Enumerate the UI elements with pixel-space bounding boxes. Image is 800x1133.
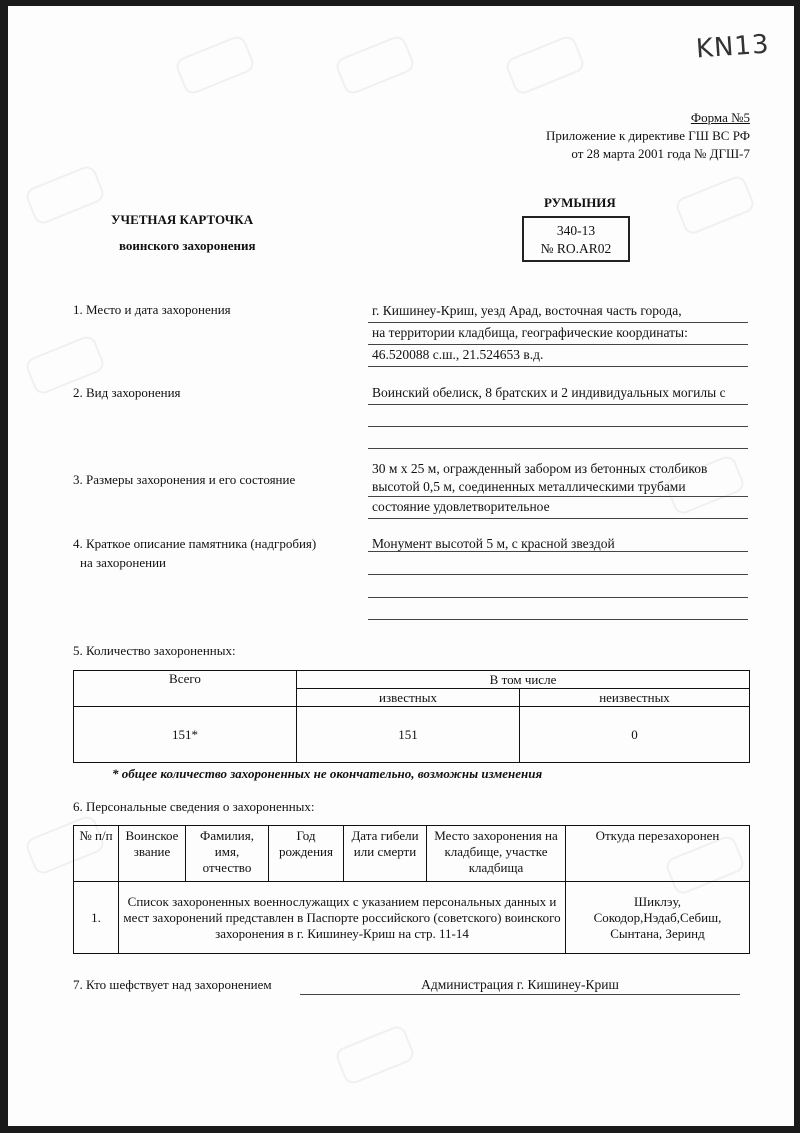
section-4-label: 4. Краткое описание памятника (надгробия) (73, 536, 317, 551)
value-total: 151* (74, 707, 297, 763)
document-page (8, 6, 794, 1126)
col-name: Фамилия, имя, отчество (186, 826, 269, 882)
rule-line (368, 404, 748, 405)
rule-line (368, 496, 748, 497)
section-1-line: на территории кладбища, географические координаты: (372, 325, 688, 340)
registration-code: 340-13 (556, 223, 596, 238)
header-including: В том числе (297, 671, 750, 689)
rule-line (368, 551, 748, 552)
watermark-stamp (334, 34, 417, 97)
value-unknown: 0 (520, 707, 750, 763)
burial-count-table (73, 670, 750, 763)
row-number: 1. (74, 882, 119, 954)
watermark-stamp (24, 164, 107, 227)
watermark-stamp (504, 34, 587, 97)
section-1-label: 1. Место и дата захоронения (73, 302, 231, 317)
rule-line (368, 518, 748, 519)
header-unknown: неизвестных (520, 689, 750, 707)
rule-line (368, 322, 748, 323)
section-6-label: 6. Персональные сведения о захороненных: (73, 799, 315, 814)
col-reburied-from: Откуда перезахоронен (566, 826, 750, 882)
section-5-label: 5. Количество захороненных: (73, 643, 236, 658)
patron-organization: Администрация г. Кишинеу-Криш (421, 977, 619, 992)
registration-box (522, 216, 630, 262)
rule-line (368, 366, 748, 367)
card-subtitle: воинского захоронения (119, 238, 256, 253)
rule-line (368, 448, 748, 449)
col-birth-year: Год рождения (269, 826, 344, 882)
rule-line (368, 426, 748, 427)
section-3-line: 30 м х 25 м, огражденный забором из бетонных столбиков (372, 461, 708, 476)
registration-number: № RO.AR02 (540, 241, 612, 256)
count-footnote: * общее количество захороненных не окончательно, возможны изменения (112, 766, 543, 781)
header-known: известных (297, 689, 520, 707)
personnel-table (73, 825, 750, 954)
section-3-line: состояние удовлетворительное (372, 499, 550, 514)
watermark-stamp (334, 1024, 417, 1087)
col-number: № п/п (74, 826, 119, 882)
section-2-line: Воинский обелиск, 8 братских и 2 индивидуальных могилы с (372, 385, 726, 400)
section-2-label: 2. Вид захоронения (73, 385, 181, 400)
watermark-stamp (174, 34, 257, 97)
rule-line (368, 619, 748, 620)
form-number: Форма №5 (690, 110, 750, 125)
col-rank: Воинское звание (119, 826, 186, 882)
form-appendix: Приложение к директиве ГШ ВС РФ (545, 128, 750, 143)
value-known: 151 (297, 707, 520, 763)
rule-line (368, 574, 748, 575)
watermark-stamp (674, 174, 757, 237)
rule-line (368, 344, 748, 345)
section-1-line: г. Кишинеу-Криш, уезд Арад, восточная часть города, (372, 303, 682, 318)
card-title: УЧЕТНАЯ КАРТОЧКА (111, 212, 254, 227)
col-death-date: Дата гибели или смерти (344, 826, 427, 882)
rule-line (368, 597, 748, 598)
col-burial-place: Место захоронения на кладбище, участке кладбища (427, 826, 566, 882)
section-1-line: 46.520088 с.ш., 21.524653 в.д. (372, 347, 544, 362)
section-3-line: высотой 0,5 м, соединенных металлическими трубами (372, 479, 686, 494)
section-3-label: 3. Размеры захоронения и его состояние (73, 472, 296, 487)
header-total: Всего (74, 671, 297, 707)
rule-line (300, 994, 740, 995)
section-4-line: Монумент высотой 5 м, с красной звездой (372, 536, 615, 551)
row-reburied-from: Шиклэу, Сокодор,Нэдаб,Себиш, Сынтана, Зеринд (566, 882, 750, 954)
section-7-label: 7. Кто шефствует над захоронением (73, 977, 272, 992)
handwritten-note: KN13 (695, 29, 771, 65)
form-date-line: от 28 марта 2001 года № ДГШ-7 (571, 146, 750, 161)
country-name: РУМЫНИЯ (544, 195, 616, 210)
section-4-label-continuation: на захоронении (80, 555, 166, 570)
row-summary-text: Список захороненных военнослужащих с указанием персональных данных и мест захоронений представлен в Паспорте российского (советского) воинского захоронения в г. Кишинеу-Криш на стр. 11-14 (119, 882, 566, 954)
